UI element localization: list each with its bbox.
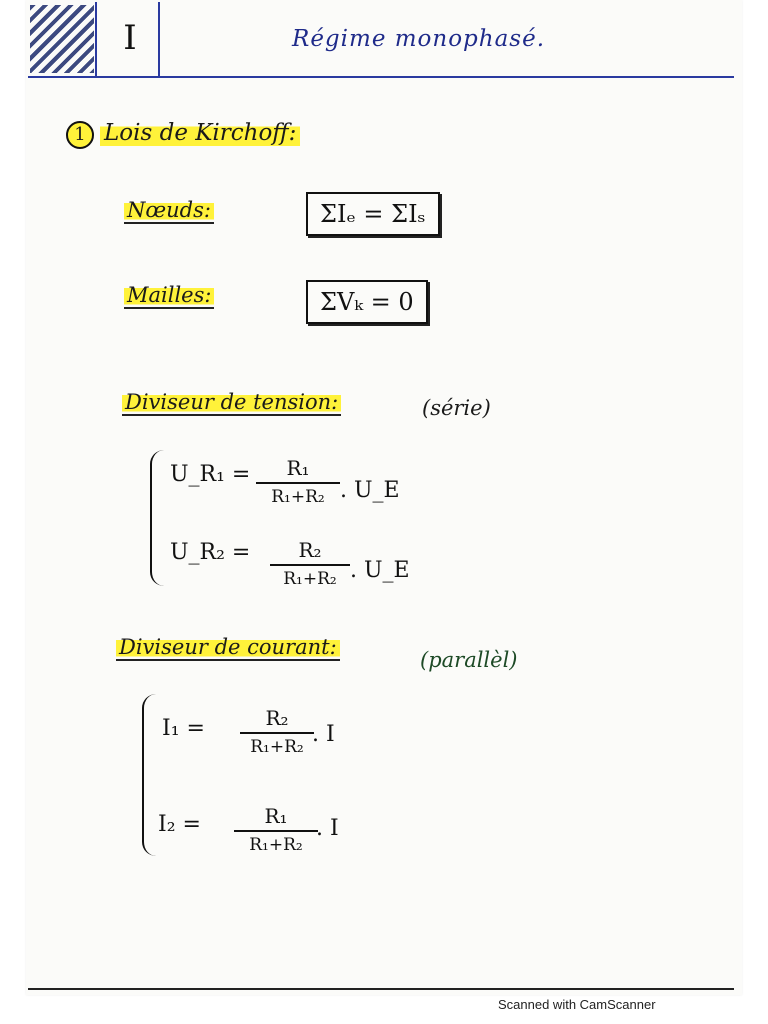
current-eq1-denominator: R₁+R₂ [250,737,304,757]
voltage-eq1-lhs: U_R₁ = [170,462,251,487]
current-divider-brace [142,694,158,856]
current-eq1-fraction [240,706,314,757]
meshes-formula: ΣVₖ = 0 [306,280,428,324]
header-divider-right [158,2,160,76]
section-heading [66,120,300,149]
voltage-eq2-numerator: R₂ [298,538,322,562]
voltage-divider-brace [150,450,166,586]
voltage-eq1-factor: . U_E [340,478,400,503]
voltage-eq1-denominator: R₁+R₂ [271,487,325,507]
nodes-label: Nœuds: [124,198,214,224]
voltage-divider-label: Diviseur de tension: [122,390,341,416]
current-eq1-factor: . I [312,722,335,747]
current-eq2-denominator: R₁+R₂ [249,835,303,855]
nodes-formula: ΣIₑ = ΣIₛ [306,192,440,236]
page-bottom-edge [28,988,734,990]
voltage-eq1-fraction [256,456,340,507]
current-eq2-lhs: I₂ = [158,812,201,837]
voltage-eq2-lhs: U_R₂ = [170,540,251,565]
current-eq1-lhs: I₁ = [162,716,205,741]
section-title: Lois de Kirchoff: [100,120,300,146]
hatched-corner [30,5,94,73]
header-divider-left [95,2,97,76]
voltage-eq1-numerator: R₁ [286,456,310,480]
current-eq2-numerator: R₁ [264,804,288,828]
voltage-eq2-factor: . U_E [350,558,410,583]
current-divider-note: (parallèl) [420,648,518,672]
scanner-watermark: Scanned with CamScanner [498,997,656,1012]
section-number: 1 [66,121,94,149]
current-eq2-factor: . I [316,816,339,841]
chapter-number: I [123,18,137,58]
voltage-eq2-denominator: R₁+R₂ [283,569,337,589]
current-eq2-fraction [234,804,318,855]
voltage-divider-note: (série) [422,396,491,420]
header-underline [28,76,734,78]
current-divider-label: Diviseur de courant: [116,635,340,661]
meshes-label: Mailles: [124,283,214,309]
current-eq1-numerator: R₂ [265,706,289,730]
voltage-eq2-fraction [270,538,350,589]
page-title: Régime monophasé. [292,26,546,52]
